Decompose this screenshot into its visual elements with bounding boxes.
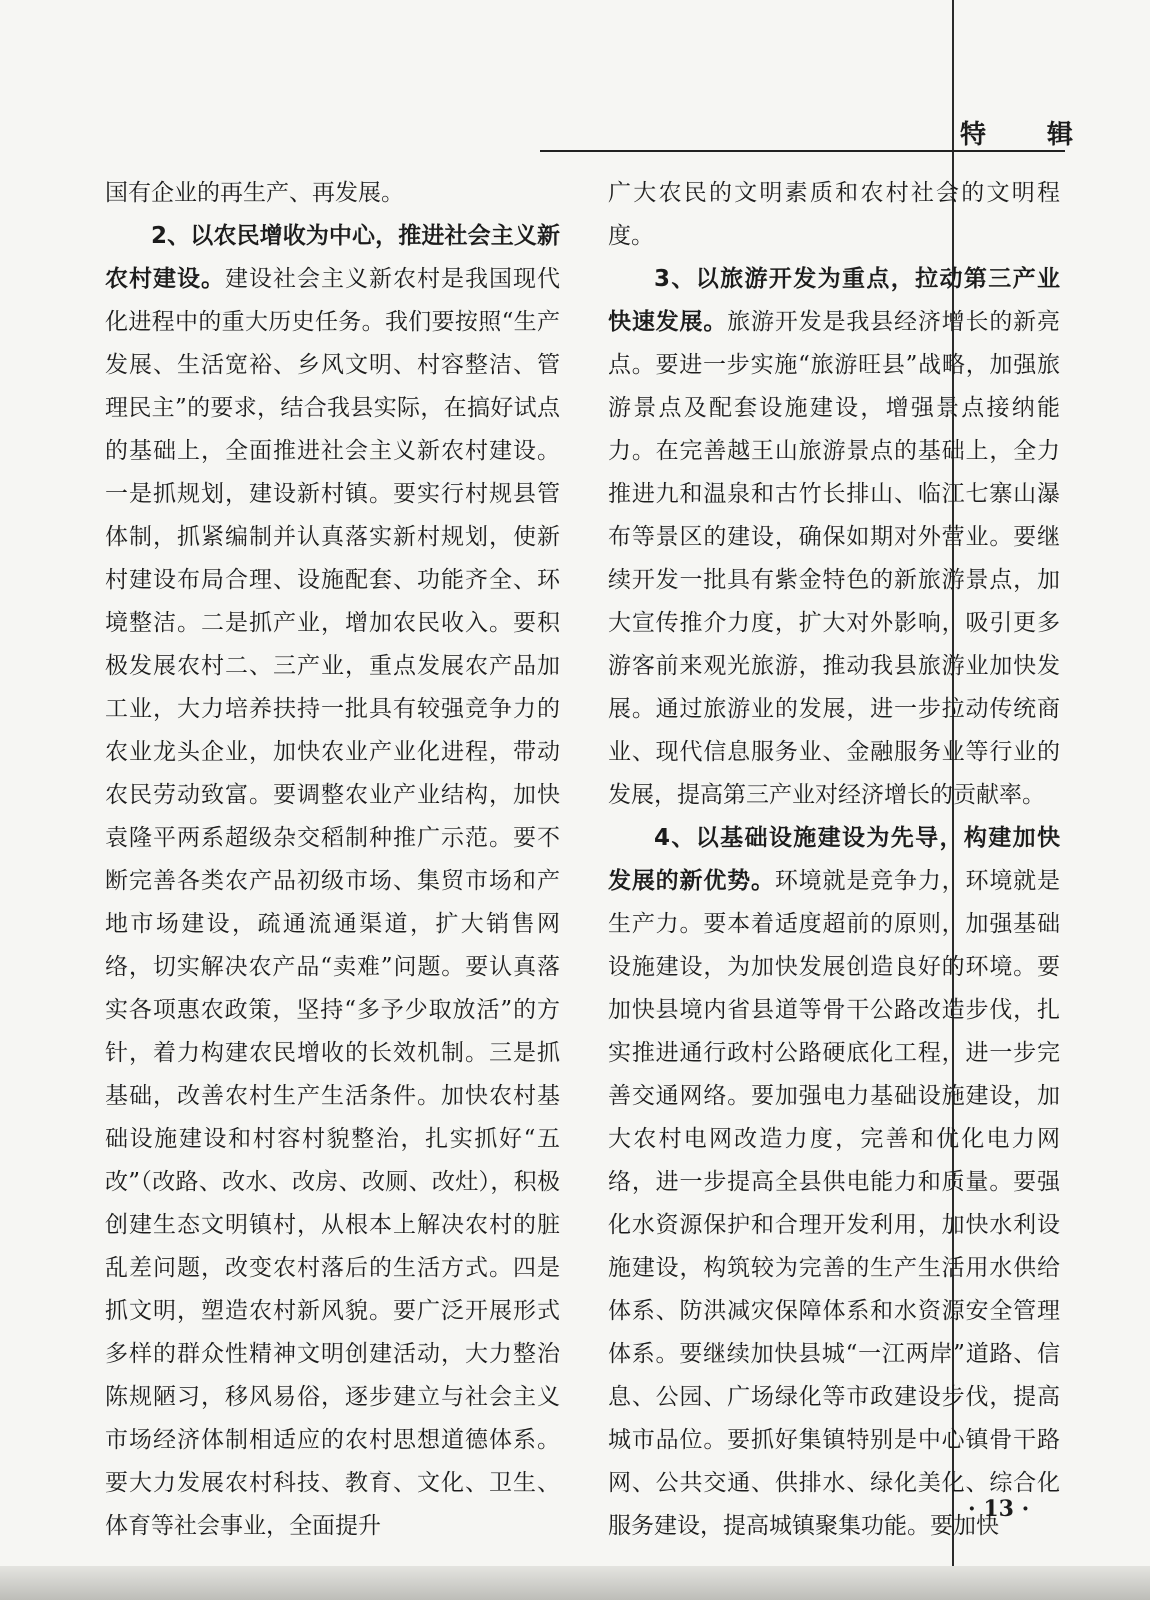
paragraph-continuation: 国有企业的再生产、再发展。 (105, 180, 404, 206)
paragraph-heading: 2、以农民增收为中心，推进社会主义新农村建设。 (105, 223, 560, 292)
paragraph (608, 817, 1060, 1548)
right-column (608, 172, 1060, 1548)
paragraph-body: 环境就是竞争力，环境就是生产力。要本着适度超前的原则，加强基础设施建设，为加快发展创造良好的环境。要加快县境内省县道等骨干公路改造步伐，扎实推进通行政村公路硬底化工程，进一步完善交通网络。要加强电力基础设施建设，加大农村电网改造力度，完善和优化电力网络，进一步提高全县供电能力和质量。要强化水资源保护和合理开发利用，加快水利设施建设，构筑较为完善的生产生活用水供给体系、防洪减灾保障体系和水资源安全管理体系。要继续加快县城“一江两岸”道路、信息、公园、广场绿化等市政建设步伐，提高城市品位。要抓好集镇特别是中心镇骨干路网、公共交通、供排水、绿化美化、综合化服务建设，提高城镇聚集功能。要加快 (608, 868, 1061, 1539)
paragraph-body: 建设社会主义新农村是我国现代化进程中的重大历史任务。我们要按照“生产发展、生活宽裕、乡风文明、村容整洁、管理民主”的要求，结合我县实际，在搞好试点的基础上，全面推进社会主义新农村建设。一是抓规划，建设新村镇。要实行村规县管体制，抓紧编制并认真落实新村规划，使新村建设布局合理、设施配套、功能齐全、环境整洁。二是抓产业，增加农民收入。要积极发展农村二、三产业，重点发展农产品加工业，大力培养扶持一批具有较强竞争力的农业龙头企业，加快农业产业化进程，带动农民劳动致富。要调整农业产业结构，加快袁隆平两系超级杂交稻制种推广示范。要不断完善各类农产品初级市场、集贸市场和产地市场建设，疏通流通渠道，扩大销售网络，切实解决农产品“卖难”问题。要认真落实各项惠农政策，坚持“多予少取放活”的方针，着力构建农民增收的长效机制。三是抓基础，改善农村生产生活条件。加快农村基础设施建设和村容村貌整治，扎实抓好“五改”（改路、改水、改房、改厕、改灶），积极创建生态文明镇村，从根本上解决农村的脏乱差问题，改变农村落后的生活方式。四是抓文明，塑造农村新风貌。要广泛开展形式多样的群众性精神文明创建活动，大力整治陈规陋习，移风易俗，逐步建立与社会主义市场经济体制相适应的农村思想道德体系。要大力发展农村科技、教育、文化、卫生、体育等社会事业，全面提升 (105, 266, 560, 1539)
page-number: · 13 · (968, 1496, 1030, 1522)
section-header: 特 辑 (960, 120, 1100, 150)
paragraph-continuation: 广大农民的文明素质和农村社会的文明程度。 (608, 180, 1060, 249)
paragraph (105, 215, 560, 1548)
scan-bottom-edge (0, 1566, 1150, 1600)
paragraph (608, 258, 1060, 817)
paragraph-heading: 3、以旅游开发为重点，拉动第三产业快速发展。 (608, 266, 1060, 335)
paragraph-body: 旅游开发是我县经济增长的新亮点。要进一步实施“旅游旺县”战略，加强旅游景点及配套设施建设，增强景点接纳能力。在完善越王山旅游景点的基础上，全力推进九和温泉和古竹长排山、临江七寨山瀑布等景区的建设，确保如期对外营业。要继续开发一批具有紫金特色的新旅游景点，加大宣传推介力度，扩大对外影响，吸引更多游客前来观光旅游，推动我县旅游业加快发展。通过旅游业的发展，进一步拉动传统商业、现代信息服务业、金融服务业等行业的发展，提高第三产业对经济增长的贡献率。 (608, 309, 1061, 808)
paragraph-heading: 4、以基础设施建设为先导，构建加快发展的新优势。 (608, 825, 1060, 894)
left-column (105, 172, 560, 1548)
header-rule (540, 150, 1065, 152)
